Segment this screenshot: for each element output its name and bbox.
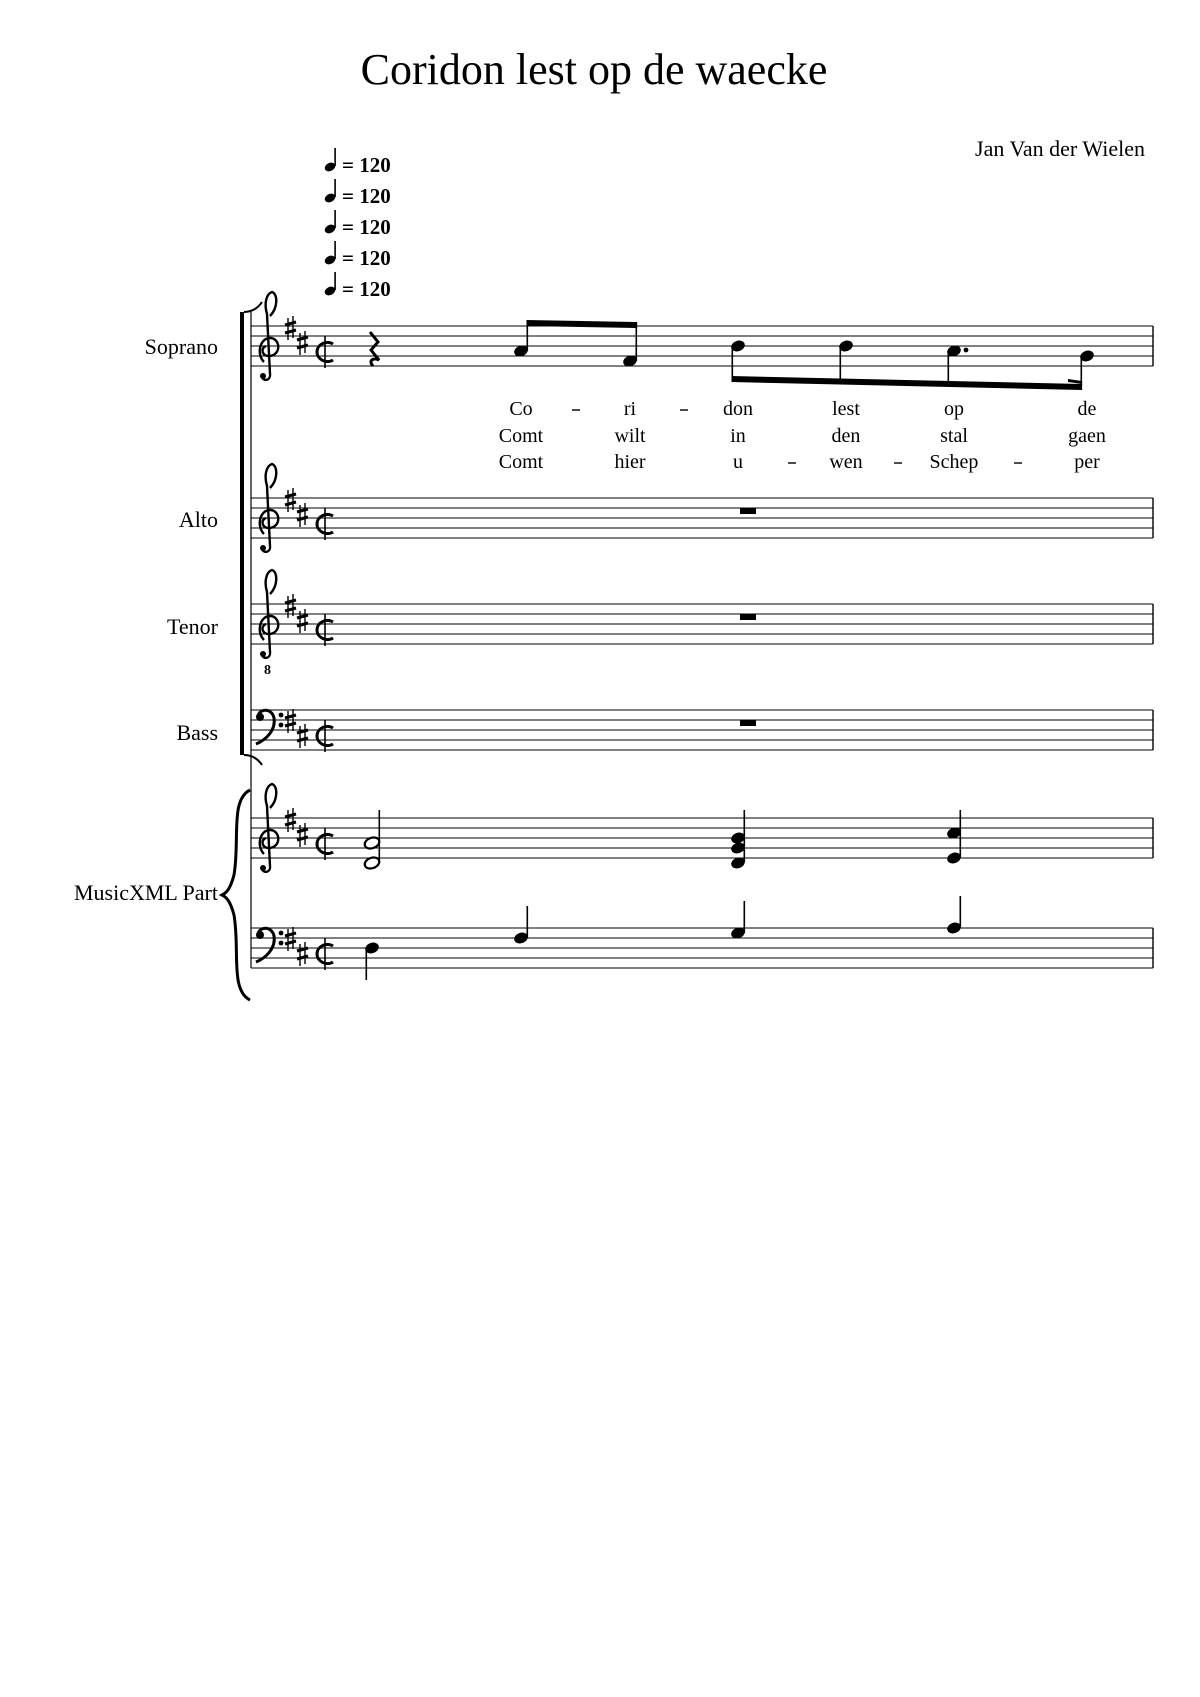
beam: [527, 320, 638, 328]
lyric-syllable: den: [831, 425, 861, 447]
tempo-value: = 120: [342, 153, 391, 177]
tenor-label: Tenor: [167, 614, 218, 639]
lyric-syllable: in: [730, 425, 746, 447]
sharp-icon: [297, 503, 308, 527]
cut-time-icon: [317, 828, 333, 860]
beam: [732, 376, 1083, 390]
lyric-syllable: u: [733, 451, 743, 473]
lyric-syllable: per: [1074, 451, 1100, 473]
cut-time-icon: [317, 614, 333, 646]
note: [513, 906, 530, 945]
cut-time-icon: [317, 508, 333, 540]
soprano-staff: [251, 292, 1153, 390]
note: [1079, 349, 1096, 386]
alto-label: Alto: [178, 507, 218, 532]
piano-brace: [222, 790, 250, 1000]
lyric-syllable: lest: [832, 398, 860, 420]
note: [838, 339, 855, 380]
note: [364, 941, 381, 980]
score-title-text: Coridon lest op de waecke: [360, 45, 828, 94]
octave-mark: 8: [264, 663, 271, 678]
cut-time-icon: [317, 336, 333, 368]
lyric-syllable: hier: [614, 451, 646, 473]
sharp-icon: [297, 724, 308, 748]
lyric-syllable: stal: [940, 425, 968, 447]
cut-time-icon: [317, 938, 333, 970]
chord: [730, 810, 747, 870]
sharp-icon: [297, 823, 308, 847]
alto-staff: [251, 464, 1153, 552]
lyric-syllable: Comt: [498, 451, 544, 473]
lyric-syllable: op: [944, 398, 964, 420]
whole-rest: [740, 508, 756, 514]
composer: Jan Van der Wielen: [975, 136, 1145, 161]
sharp-icon: [297, 331, 308, 355]
beam: [1068, 379, 1082, 384]
whole-rest: [740, 614, 756, 620]
tenor-staff: [251, 570, 1153, 678]
soprano-label: Soprano: [144, 334, 218, 359]
note: [946, 896, 963, 935]
chord: [363, 810, 381, 870]
whole-rest: [740, 720, 756, 726]
lyric-syllable: gaen: [1068, 425, 1106, 447]
lyric-syllable: Co: [509, 398, 533, 420]
sharp-icon: [297, 942, 308, 966]
tempo-value: = 120: [342, 246, 391, 270]
lyric-hyphens: [572, 410, 1022, 463]
note: [730, 901, 747, 940]
quarter-rest: [370, 332, 379, 366]
lyric-syllable: ri: [623, 398, 637, 420]
lyric-syllable: wilt: [614, 425, 646, 447]
note: [946, 344, 969, 383]
note: [513, 322, 530, 358]
bass-staff: [251, 709, 1153, 752]
tempo-value: = 120: [342, 184, 391, 208]
lyric-syllable: wen: [829, 451, 863, 473]
note: [730, 339, 747, 378]
bass-clef-icon: [256, 710, 283, 744]
sharp-icon: [285, 709, 296, 733]
bass-label: Bass: [176, 720, 218, 745]
lyric-syllable: don: [723, 398, 753, 420]
sharp-icon: [285, 927, 296, 951]
note: [622, 322, 639, 368]
tempo-value: = 120: [342, 215, 391, 239]
lyric-syllable: Comt: [498, 425, 544, 447]
lyric-syllable: de: [1077, 398, 1097, 420]
lyric-syllable: Schep: [929, 451, 979, 473]
cut-time-icon: [317, 720, 333, 752]
tempo-value: = 120: [342, 277, 391, 301]
piano-label: MusicXML Part: [73, 880, 218, 905]
bass-clef-icon: [256, 928, 283, 962]
sharp-icon: [297, 609, 308, 633]
piano-bass-staff: [251, 896, 1153, 980]
piano-treble-staff: [251, 784, 1153, 872]
